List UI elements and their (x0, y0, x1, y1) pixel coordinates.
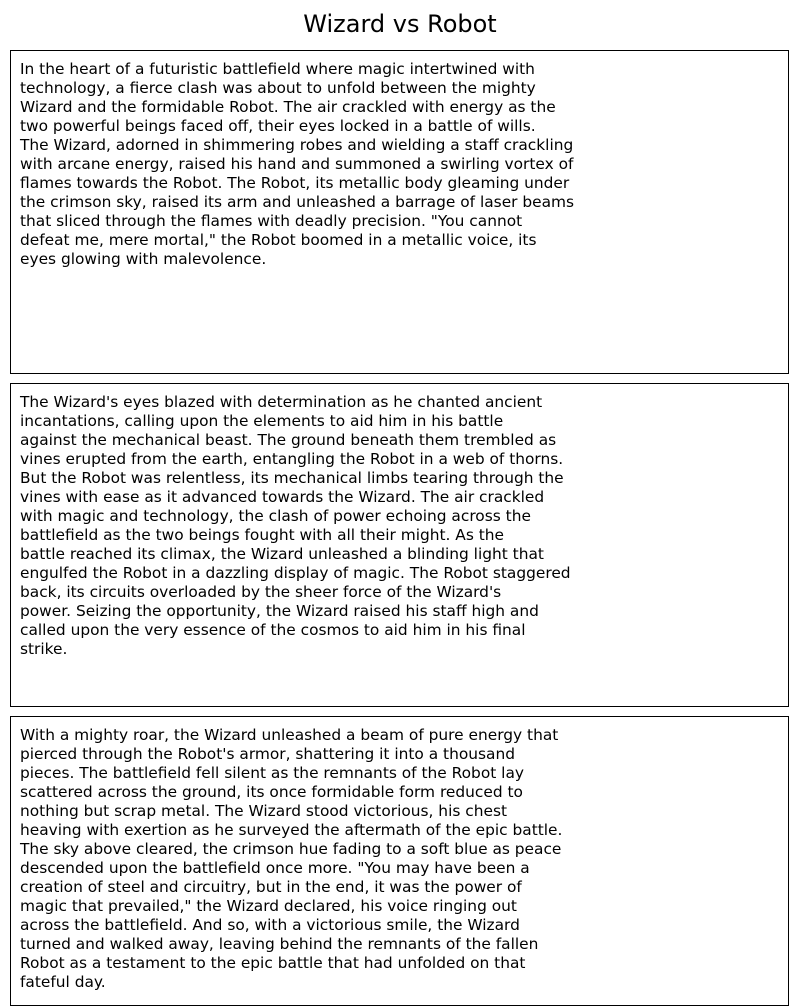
story-paragraph-3: With a mighty roar, the Wizard unleashed a beam of pure energy that pierced through the Robot's armor, shattering it into a thousand pieces. The battlefield fell silent as the remnants of the Robot lay scattered across the ground, its once formidable form reduced to nothing but scrap metal. The Wizard stood victorious, his chest heaving with exertion as he surveyed the aftermath of the epic battle. The sky above cleared, the crimson hue fading to a soft blue as peace descended upon the battlefield once more. "You may have been a creation of steel and circuitry, but in the end, it was the power of magic that prevailed," the Wizard declared, his voice ringing out across the battlefield. And so, with a victorious smile, the Wizard turned and walked away, leaving behind the remnants of the fallen Robot as a testament to the epic battle that had unfolded on that fateful day. (20, 726, 563, 991)
story-panel-2 (10, 383, 789, 707)
story-panel-1 (10, 50, 789, 374)
story-paragraph-1: In the heart of a futuristic battlefield where magic intertwined with technology, a fierce clash was about to unfold between the mighty Wizard and the formidable Robot. The air crackled with energy as the two powerful beings faced off, their eyes locked in a battle of wills. The Wizard, adorned in shimmering robes and wielding a staff crackling with arcane energy, raised his hand and summoned a swirling vortex of flames towards the Robot. The Robot, its metallic body gleaming under the crimson sky, raised its arm and unleashed a barrage of laser beams that sliced through the flames with deadly precision. "You cannot defeat me, mere mortal," the Robot boomed in a metallic voice, its eyes glowing with malevolence. (20, 60, 575, 268)
page-title: Wizard vs Robot (303, 10, 497, 38)
story-panel-3 (10, 716, 789, 1006)
story-paragraph-2: The Wizard's eyes blazed with determination as he chanted ancient incantations, calling upon the elements to aid him in his battle against the mechanical beast. The ground beneath them trembled as vines erupted from the earth, entangling the Robot in a web of thorns. But the Robot was relentless, its mechanical limbs tearing through the vines with ease as it advanced towards the Wizard. The air crackled with magic and technology, the clash of power echoing across the battlefield as the two beings fought with all their might. As the battle reached its climax, the Wizard unleashed a blinding light that engulfed the Robot in a dazzling display of magic. The Robot staggered back, its circuits overloaded by the sheer force of the Wizard's power. Seizing the opportunity, the Wizard raised his staff high and called upon the very essence of the cosmos to aid him in his final strike. (20, 393, 571, 658)
